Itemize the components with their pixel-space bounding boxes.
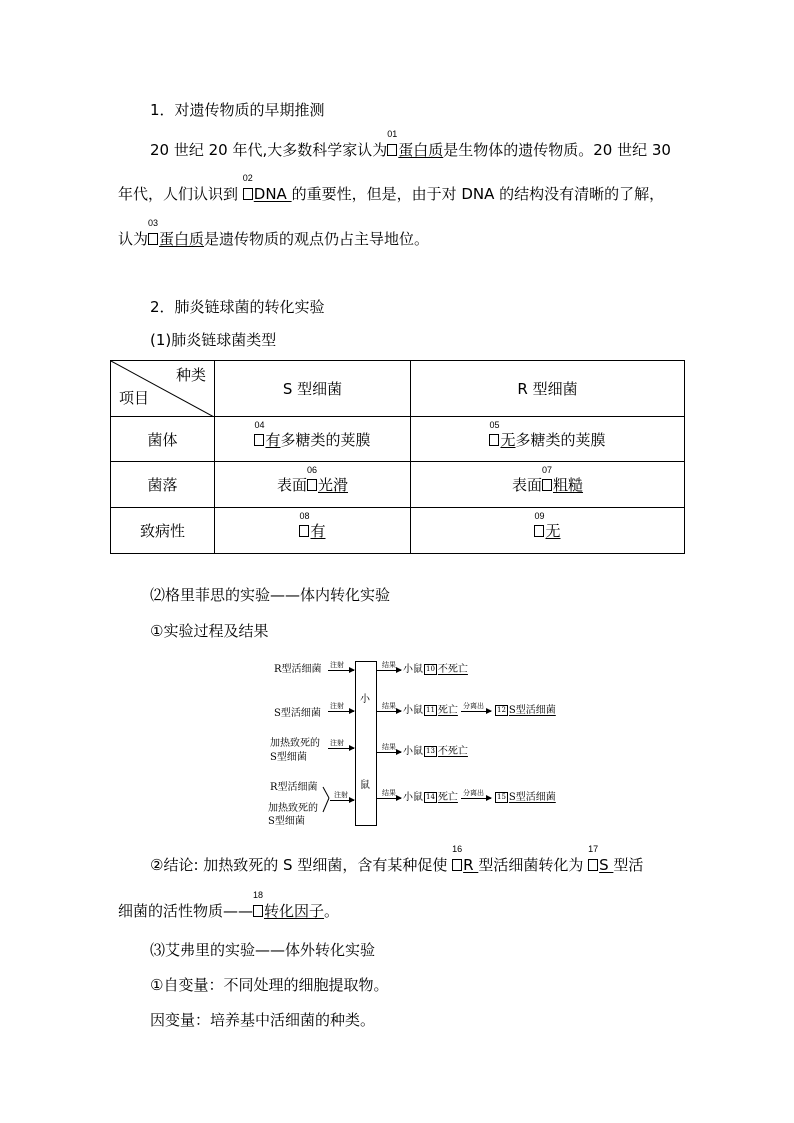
input-s-live: S型活细菌	[274, 708, 321, 719]
answer-11: 死亡	[437, 705, 458, 716]
cell-s	[215, 508, 411, 554]
blank-number: 06	[307, 465, 318, 475]
outcome-2b	[494, 705, 556, 717]
blank-07	[542, 465, 553, 494]
text: 的重要性，但是，由于对 DNA 的结构没有清晰的了解，	[291, 185, 665, 203]
input-heat-killed-2: S型细菌	[270, 752, 307, 763]
arrow	[328, 711, 354, 712]
blank-number: 05	[489, 419, 500, 430]
blank-box	[243, 188, 253, 200]
text: 。	[324, 902, 340, 920]
cell-s	[215, 417, 411, 462]
inject-label: 注射	[330, 739, 344, 747]
input-r-live-2: R型活细菌	[270, 782, 318, 793]
text: 型活细菌转化为	[478, 856, 589, 874]
prefix: 表面	[511, 476, 542, 494]
blank-11: 11	[426, 706, 435, 714]
blank-box	[253, 905, 263, 917]
blank-box	[254, 434, 264, 446]
blank-number: 01	[387, 129, 398, 139]
text: ②结论: 加热致死的 S 型细菌，含有某种促使	[150, 856, 453, 874]
arrow	[328, 748, 354, 749]
inject-label: 注射	[330, 661, 344, 669]
arrow	[377, 670, 401, 671]
answer-03: 蛋白质	[159, 230, 205, 248]
blank-box	[307, 479, 317, 491]
sub1-heading: (1)肺炎链球菌类型	[150, 331, 277, 349]
header-r-type: R 型细菌	[411, 361, 685, 417]
blank-02	[242, 173, 254, 204]
answer-18: 转化因子	[264, 902, 325, 920]
answer-04: 有多糖类的荚膜	[265, 430, 371, 449]
separate-label: 分离出	[463, 702, 484, 710]
table-row	[111, 417, 685, 462]
outcome-1	[403, 664, 468, 676]
blank-05	[489, 419, 500, 449]
answer-08: 有	[310, 522, 326, 540]
corner-top-label: 种类	[175, 366, 206, 384]
outcome-2	[403, 705, 458, 717]
blank-13: 13	[426, 747, 435, 755]
sub2-1-heading: ①实验过程及结果	[150, 622, 269, 640]
blank-15: 15	[497, 793, 506, 801]
answer-05: 无多糖类的荚膜	[500, 430, 606, 449]
text: 细菌的活性物质——	[118, 902, 254, 920]
blank-box	[387, 144, 397, 156]
cell-s	[215, 462, 411, 508]
cell-r	[411, 462, 685, 508]
answer-15: S型活细菌	[508, 792, 556, 803]
cell-r	[411, 417, 685, 462]
arrow	[328, 670, 354, 671]
sub3-dependent-variable: 因变量：培养基中活细菌的种类。	[150, 1011, 376, 1029]
inject-label: 注射	[334, 791, 348, 799]
answer-06: 光滑	[318, 476, 349, 494]
blank-number: 03	[148, 218, 159, 228]
conclusion-line1	[150, 844, 644, 875]
para1-line1	[150, 129, 671, 160]
answer-14: 死亡	[437, 792, 458, 803]
answer-12: S型活细菌	[508, 705, 556, 716]
row-label: 菌体	[111, 417, 215, 462]
header-s-type: S 型细菌	[215, 361, 411, 417]
sub3-heading: ⑶艾弗里的实验——体外转化实验	[150, 941, 376, 959]
mice-label-bottom: 鼠	[360, 780, 370, 791]
blank-box	[489, 434, 499, 446]
blank-04	[254, 419, 265, 449]
mouse-text: 小鼠	[403, 792, 423, 803]
arrow	[377, 752, 401, 753]
result-label: 结果	[382, 661, 396, 669]
result-label: 结果	[382, 789, 396, 797]
outcome-4b	[494, 792, 556, 804]
input-heat-killed-3: 加热致死的	[268, 803, 318, 814]
section1-heading: 1．对遗传物质的早期推测	[150, 101, 325, 119]
inject-label: 注射	[330, 702, 344, 710]
sub3-independent-variable: ①自变量：不同处理的细胞提取物。	[150, 976, 389, 994]
outcome-4	[403, 792, 458, 804]
blank-box	[299, 525, 309, 537]
answer-01: 蛋白质	[398, 141, 444, 159]
section2-heading: 2．肺炎链球菌的转化实验	[150, 298, 325, 316]
prefix: 表面	[276, 476, 307, 494]
answer-09: 无	[545, 522, 561, 540]
blank-10: 10	[426, 665, 435, 673]
arrow	[330, 800, 354, 801]
corner-cell	[111, 361, 215, 417]
blank-box	[588, 859, 598, 871]
outcome-3	[403, 746, 468, 758]
blank-12: 12	[497, 706, 506, 714]
blank-number: 08	[299, 511, 310, 521]
row-label: 菌落	[111, 462, 215, 508]
input-heat-killed: 加热致死的	[270, 738, 320, 749]
mouse-text: 小鼠	[403, 746, 423, 757]
text: 年代，人们认识到	[118, 185, 243, 203]
separate-label: 分离出	[463, 789, 484, 797]
para1-line3	[118, 218, 430, 249]
input-r-live: R型活细菌	[274, 664, 322, 675]
blank-01	[387, 129, 398, 160]
conclusion-line2	[118, 890, 340, 921]
arrow	[461, 798, 491, 799]
text: 20 世纪 20 年代,大多数科学家认为	[150, 141, 388, 159]
mice-label-top: 小	[360, 694, 370, 705]
blank-16	[452, 844, 463, 875]
bacteria-type-table	[110, 360, 685, 554]
blank-14: 14	[426, 793, 435, 801]
para1-line2	[118, 173, 665, 204]
text: 认为	[118, 230, 149, 248]
blank-09	[534, 511, 545, 540]
blank-number: 07	[542, 465, 553, 475]
input-heat-killed-4: S型细菌	[268, 816, 305, 827]
blank-number: 17	[588, 844, 599, 854]
arrow	[377, 798, 401, 799]
blank-number: 18	[253, 890, 264, 900]
answer-13: 不死亡	[437, 746, 468, 757]
corner-bottom-label: 项目	[119, 389, 150, 407]
bracket	[322, 786, 330, 814]
result-label: 结果	[382, 702, 396, 710]
blank-box	[148, 233, 158, 245]
text: 是生物体的遗传物质。20 世纪 30	[443, 141, 671, 159]
arrow	[461, 711, 491, 712]
mouse-text: 小鼠	[403, 705, 423, 716]
table-header-row	[111, 361, 685, 417]
blank-number: 16	[452, 844, 463, 854]
mouse-text: 小鼠	[403, 664, 423, 675]
blank-08	[299, 511, 310, 540]
blank-06	[307, 465, 318, 494]
blank-box	[452, 859, 462, 871]
row-label: 致病性	[111, 508, 215, 554]
result-label: 结果	[382, 743, 396, 751]
text: 是遗传物质的观点仍占主导地位。	[204, 230, 430, 248]
text: 型活	[613, 856, 644, 874]
table-row	[111, 462, 685, 508]
answer-10: 不死亡	[437, 664, 468, 675]
blank-number: 02	[242, 173, 253, 183]
blank-17	[588, 844, 599, 875]
answer-02: DNA	[253, 185, 292, 203]
sub2-heading: ⑵格里菲思的实验——体内转化实验	[150, 586, 391, 604]
cell-r	[411, 508, 685, 554]
blank-box	[542, 479, 552, 491]
mice-box	[355, 661, 377, 826]
blank-number: 04	[254, 419, 265, 430]
answer-07: 粗糙	[553, 476, 584, 494]
arrow	[377, 711, 401, 712]
blank-18	[253, 890, 264, 921]
answer-17: S	[599, 856, 614, 874]
answer-16: R	[463, 856, 479, 874]
blank-number: 09	[534, 511, 545, 521]
blank-03	[148, 218, 159, 249]
table-row	[111, 508, 685, 554]
blank-box	[534, 525, 544, 537]
